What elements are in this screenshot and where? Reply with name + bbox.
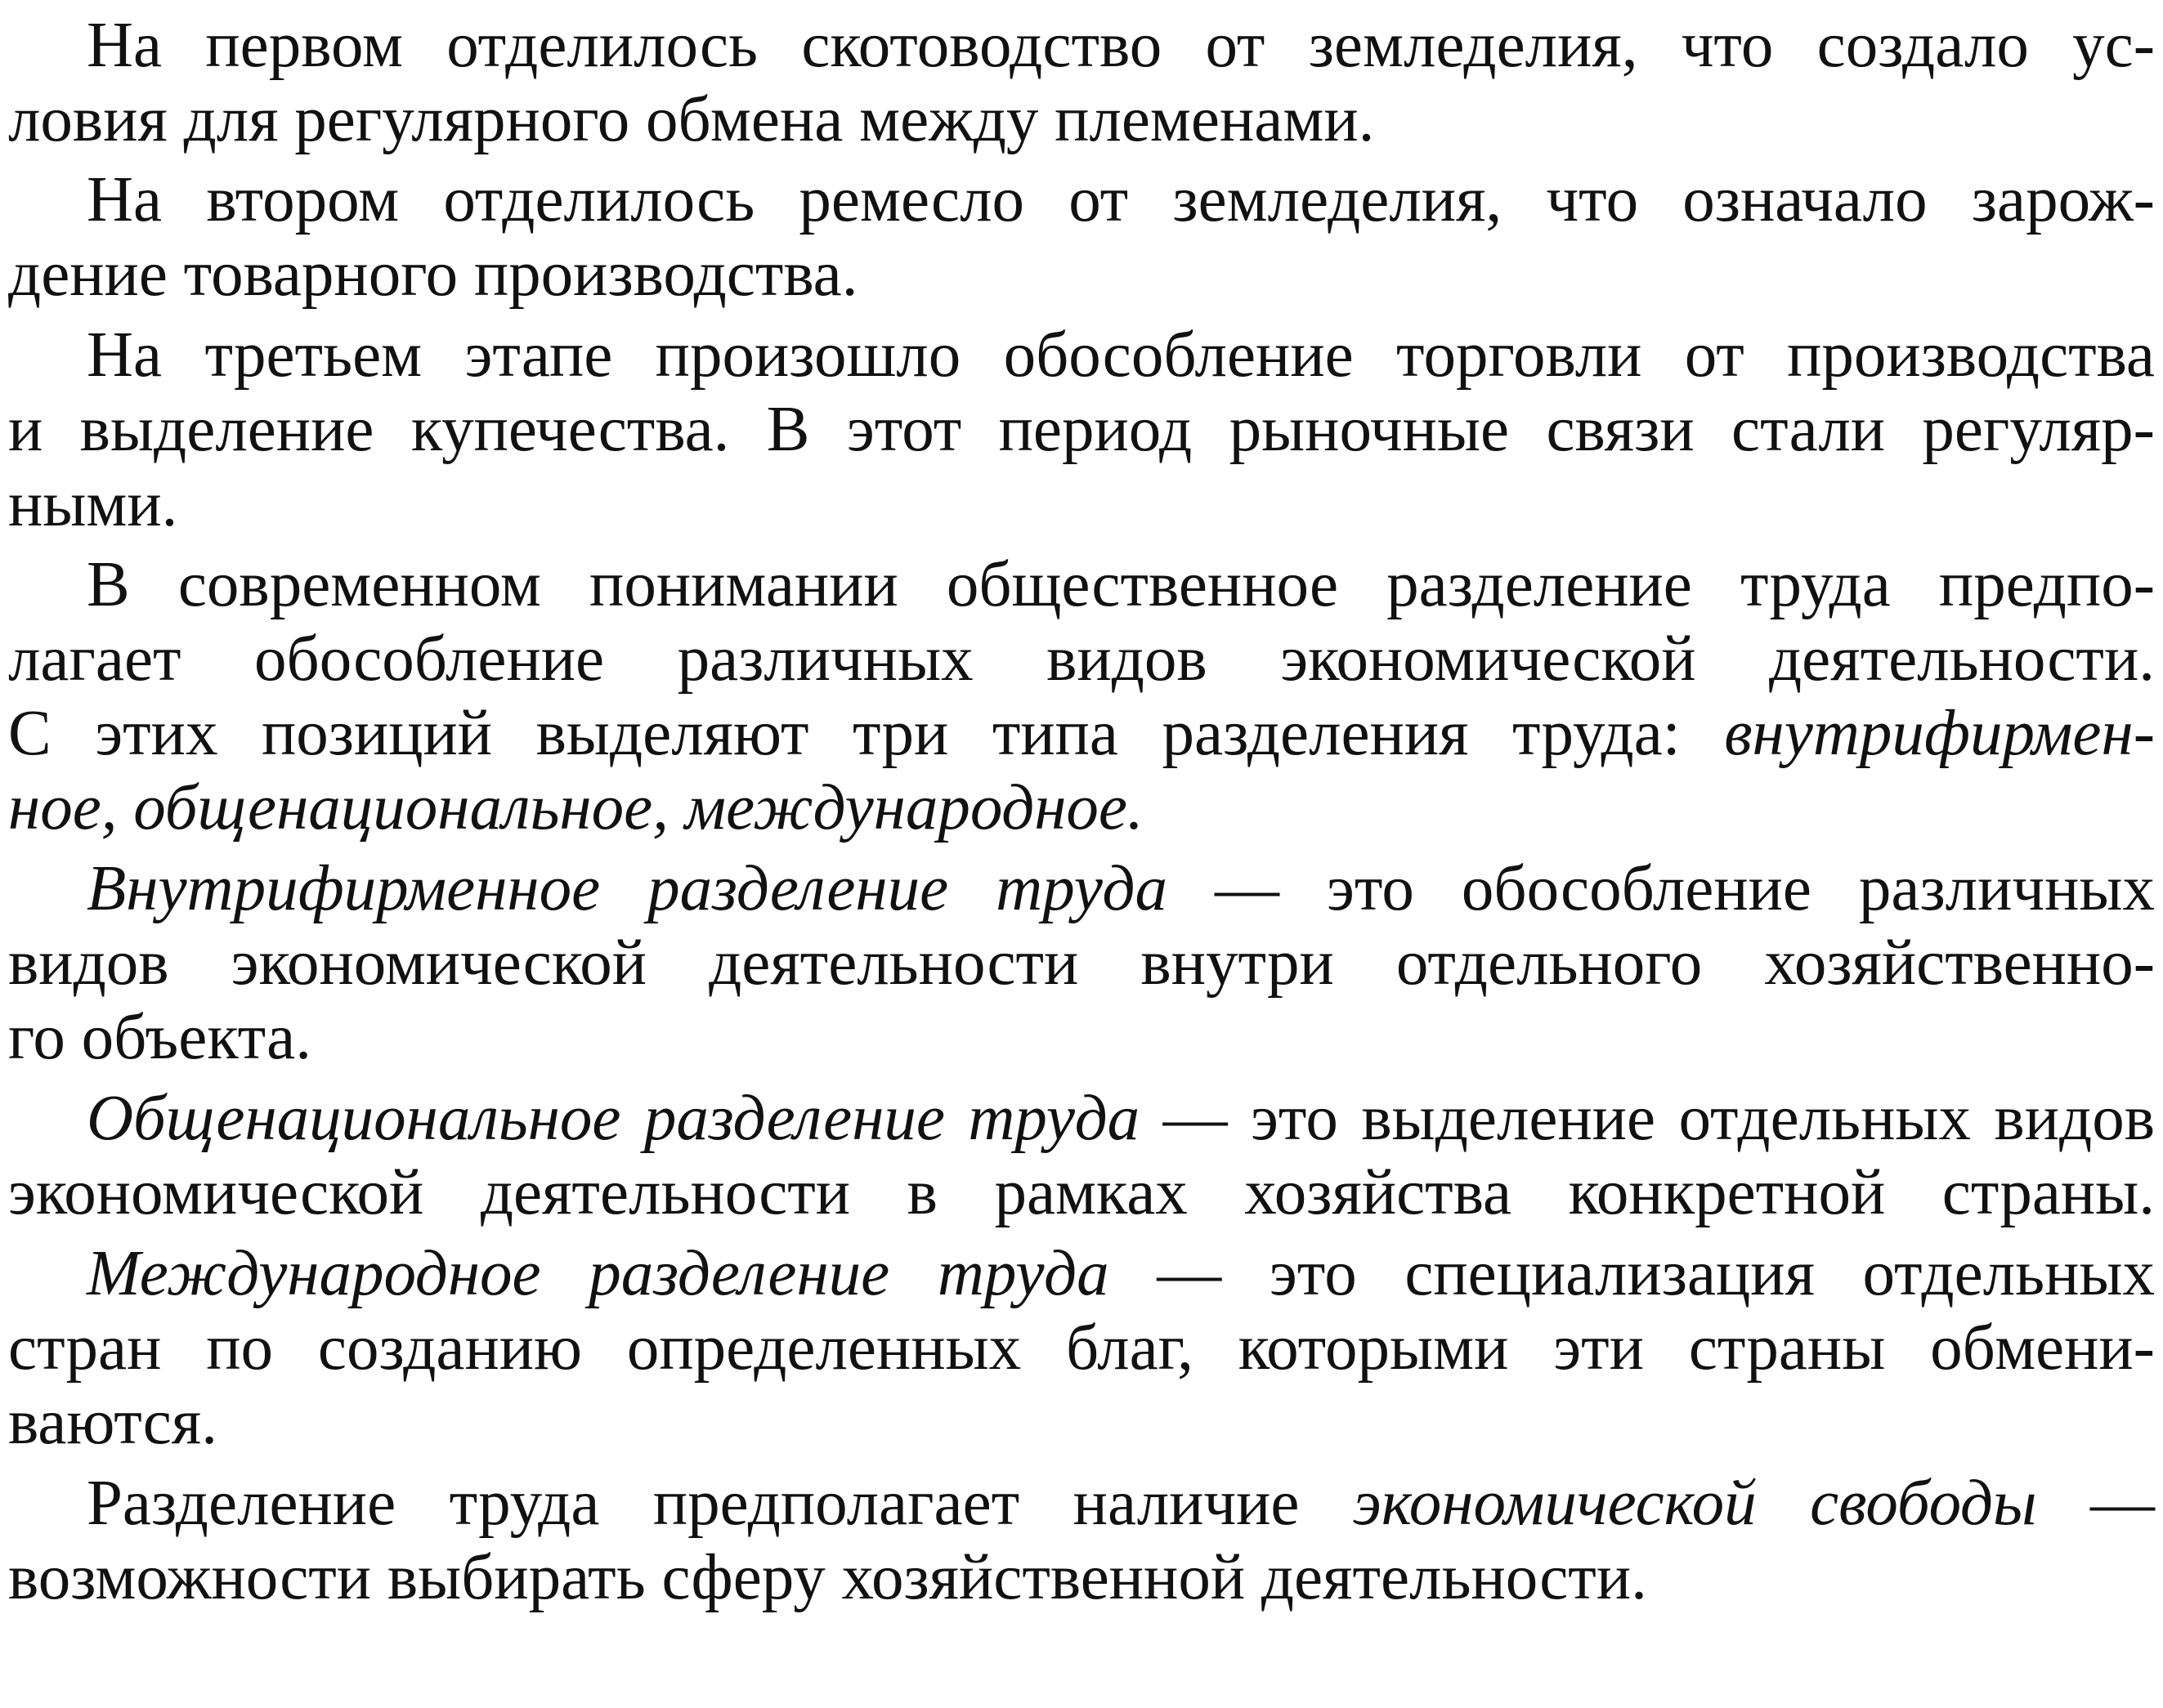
text-line	[8, 544, 2155, 626]
italic-term: внутрифирмен-	[1724, 698, 2155, 769]
text-run: го объекта.	[8, 1002, 311, 1073]
text-run: На втором отделилось ремесло от земледелия, что означало зарож-	[87, 164, 2155, 235]
italic-term: Общенациональное разделение труда	[87, 1083, 1140, 1154]
text-line	[8, 1463, 2155, 1545]
italic-term: Внутрифирменное разделение труда	[87, 853, 1167, 924]
italic-term: Международное разделение труда	[87, 1238, 1109, 1309]
text-run: В современном понимании общественное разделение труда предпо-	[87, 549, 2155, 620]
italic-term: экономической свободы	[1353, 1468, 2037, 1539]
text-run: и выделение купечества. В этот период рыночные связи стали регуляр-	[8, 394, 2155, 465]
text-line	[8, 234, 2155, 315]
text-run: ловия для регулярного обмена между племенами.	[8, 84, 1375, 155]
text-line	[8, 79, 2155, 161]
text-run: стран по созданию определенных благ, которыми эти страны обмени-	[8, 1312, 2155, 1384]
text-run: лагает обособление различных видов экономической деятельности.	[8, 624, 2155, 695]
text-line	[8, 767, 2155, 849]
text-line	[8, 1078, 2155, 1160]
text-run: На третьем этапе произошло обособление торговли от производства	[87, 320, 2155, 391]
text-line	[8, 848, 2155, 930]
text-line	[8, 1152, 2155, 1234]
text-run: видов экономической деятельности внутри отдельного хозяйственно-	[8, 928, 2155, 999]
text-line	[8, 1308, 2155, 1389]
text-run: ными.	[8, 469, 178, 540]
text-line	[8, 464, 2155, 546]
text-line	[8, 1382, 2155, 1464]
text-run: дение товарного производства.	[8, 239, 858, 310]
text-line	[8, 315, 2155, 396]
text-line	[8, 923, 2155, 1004]
text-line	[8, 1233, 2155, 1315]
text-run: экономической деятельности в рамках хозяйства конкретной страны.	[8, 1157, 2155, 1228]
text-line	[8, 5, 2155, 87]
text-line	[8, 159, 2155, 241]
text-run: Разделение труда предполагает наличие	[87, 1468, 1353, 1539]
text-run: — это выделение отдельных видов	[1140, 1083, 2155, 1154]
text-run: ваются.	[8, 1387, 217, 1458]
text-line	[8, 619, 2155, 700]
text-run: — это обособление различных	[1167, 853, 2155, 924]
text-run: На первом отделилось скотоводство от земледелия, что создало ус-	[87, 10, 2155, 81]
text-run: —	[2036, 1468, 2156, 1539]
text-run: возможности выбирать сферу хозяйственной деятельности.	[8, 1542, 1647, 1613]
text-line	[8, 389, 2155, 471]
text-line	[8, 997, 2155, 1079]
italic-term: ное, общенациональное, международное.	[8, 772, 1144, 843]
text-run: — это специализация отдельных	[1108, 1238, 2155, 1309]
text-run: С этих позиций выделяют три типа разделения труда:	[8, 698, 1725, 769]
text-line	[8, 693, 2155, 775]
text-line	[8, 1537, 2155, 1619]
